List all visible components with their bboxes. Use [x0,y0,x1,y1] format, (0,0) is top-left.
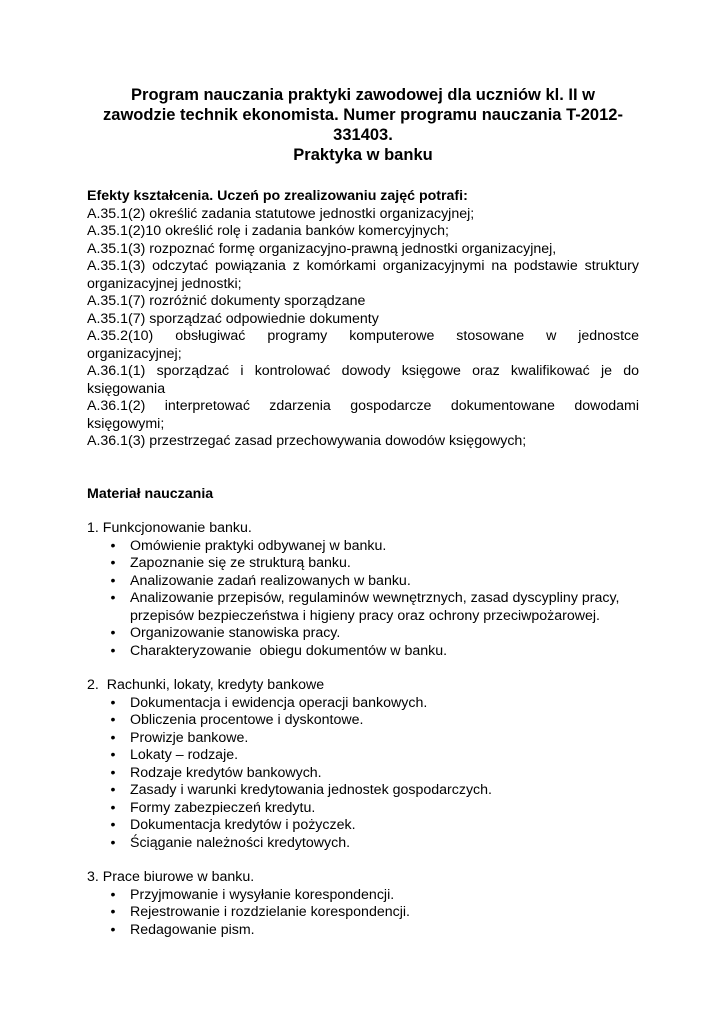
list-item [87,573,639,591]
document-title [87,85,639,165]
outcome-line: A.35.1(3) rozpoznać formę organizacyjno-prawną jednostki organizacyjnej, [87,240,557,257]
list-item [87,782,639,800]
list-item-text: Ściąganie należności kredytowych. [130,834,351,851]
list-item-text: Dokumentacja i ewidencja operacji bankowych. [130,694,428,711]
outcome-line: A.36.1(2) interpretować zdarzenia gospodarcze dokumentowane dowodami [87,398,639,414]
bullet-icon: • [110,782,116,798]
outcome-item [87,328,639,363]
list-item [87,887,639,905]
outcome-line: A.35.1(3) odczytać powiązania z komórkami organizacyjnymi na podstawie struktury [87,258,639,274]
list-item [87,800,639,818]
title-line-3: 331403. [333,126,393,144]
list-item [87,747,639,765]
bullet-icon: • [110,625,116,641]
material-group-office-work [87,869,639,939]
outcome-line: księgowania [87,380,166,397]
bullet-icon: • [110,729,116,746]
list-item-text: Rodzaje kredytów bankowych. [130,764,322,781]
list-item [87,765,639,783]
list-item [87,555,639,573]
outcome-line: A.36.1(3) przestrzegać zasad przechowywania dowodów księgowych; [87,433,527,449]
list-item [87,730,639,748]
outcome-item [87,363,639,398]
list-item-text: przepisów bezpieczeństwa i higieny pracy oraz ochrony przeciwpożarowej. [130,607,600,624]
outcome-item [87,433,639,451]
outcome-item [87,311,639,329]
outcome-item [87,398,639,433]
bullet-icon: • [110,555,116,571]
outcome-line: organizacyjnej jednostki; [87,275,242,292]
material-heading: Materiał nauczania [87,485,214,502]
list-item [87,817,639,835]
outcome-line: A.35.1(7) sporządzać odpowiednie dokumenty [87,310,379,327]
list-item [87,625,639,643]
bullet-icon: • [110,572,116,589]
list-item-text: Zapoznanie się ze strukturą banku. [130,555,351,571]
list-item-text: Przyjmowanie i wysyłanie korespondencji. [130,886,395,903]
list-item-text: Charakteryzowanie obiegu dokumentów w banku. [130,642,448,659]
title-line-4: Praktyka w banku [293,146,433,164]
learning-outcomes-section [87,188,639,451]
list-item-text: Prowizje bankowe. [130,729,249,746]
list-item-text: Zasady i warunki kredytowania jednostek gospodarczych. [130,782,492,798]
outcome-item [87,258,639,293]
bullet-icon: • [110,537,116,554]
outcome-line: A.35.1(2)10 określić rolę i zadania banków komercyjnych; [87,223,449,239]
bullet-icon: • [110,694,116,711]
bullet-icon: • [110,590,116,606]
outcome-item [87,206,639,224]
title-line-1: Program nauczania praktyki zawodowej dla uczniów kl. II w [131,86,595,104]
list-item-text: Analizowanie zadań realizowanych w banku. [130,572,411,589]
bullet-icon: • [110,817,116,833]
list-item [87,835,639,853]
group-title: 3. Prace biurowe w banku. [87,869,255,885]
bullet-list [87,538,639,661]
list-item [87,590,639,625]
document-page [87,85,639,939]
learning-outcomes-heading: Efekty kształcenia. Uczeń po zrealizowaniu zajęć potrafi: [87,188,468,204]
material-group-banking-operations [87,520,639,660]
outcome-line: A.36.1(1) sporządzać i kontrolować dowody księgowe oraz kwalifikować je do [87,363,639,379]
outcome-item [87,293,639,311]
list-item-text: Obliczenia procentowe i dyskontowe. [130,712,364,728]
bullet-icon: • [110,886,116,903]
bullet-icon: • [110,799,116,816]
bullet-icon: • [110,921,116,938]
bullet-list [87,887,639,940]
list-item [87,712,639,730]
bullet-icon: • [110,834,116,851]
group-title: 1. Funkcjonowanie banku. [87,520,252,536]
list-item [87,904,639,922]
list-item [87,538,639,556]
outcome-line: organizacyjnej; [87,345,182,362]
title-line-2: zawodzie technik ekonomista. Numer programu nauczania T-2012- [103,106,623,124]
list-item-text: Rejestrowanie i rozdzielanie korespondencji. [130,904,410,920]
list-item-text: Omówienie praktyki odbywanej w banku. [130,537,387,554]
outcome-line: A.35.1(7) rozróżnić dokumenty sporządzane [87,293,366,309]
outcome-item [87,241,639,259]
list-item [87,695,639,713]
outcome-line: A.35.1(2) określić zadania statutowe jednostki organizacyjnej; [87,205,475,222]
material-group-accounts-deposits-credits [87,677,639,852]
outcome-line: A.35.2(10) obsługiwać programy komputerowe stosowane w jednostce [87,328,639,344]
outcome-line: księgowymi; [87,415,165,432]
bullet-icon: • [110,904,116,920]
list-item-text: Lokaty – rodzaje. [130,747,239,763]
list-item [87,922,639,940]
list-item-text: Analizowanie przepisów, regulaminów wewnętrznych, zasad dyscypliny pracy, [130,590,620,606]
bullet-icon: • [110,642,116,659]
group-title: 2. Rachunki, lokaty, kredyty bankowe [87,677,325,693]
list-item-text: Formy zabezpieczeń kredytu. [130,799,316,816]
bullet-icon: • [110,764,116,781]
list-item-text: Redagowanie pism. [130,921,255,938]
bullet-icon: • [110,747,116,763]
bullet-list [87,695,639,853]
list-item [87,643,639,661]
list-item-text: Organizowanie stanowiska pracy. [130,625,341,641]
bullet-icon: • [110,712,116,728]
outcome-item [87,223,639,241]
list-item-text: Dokumentacja kredytów i pożyczek. [130,817,356,833]
